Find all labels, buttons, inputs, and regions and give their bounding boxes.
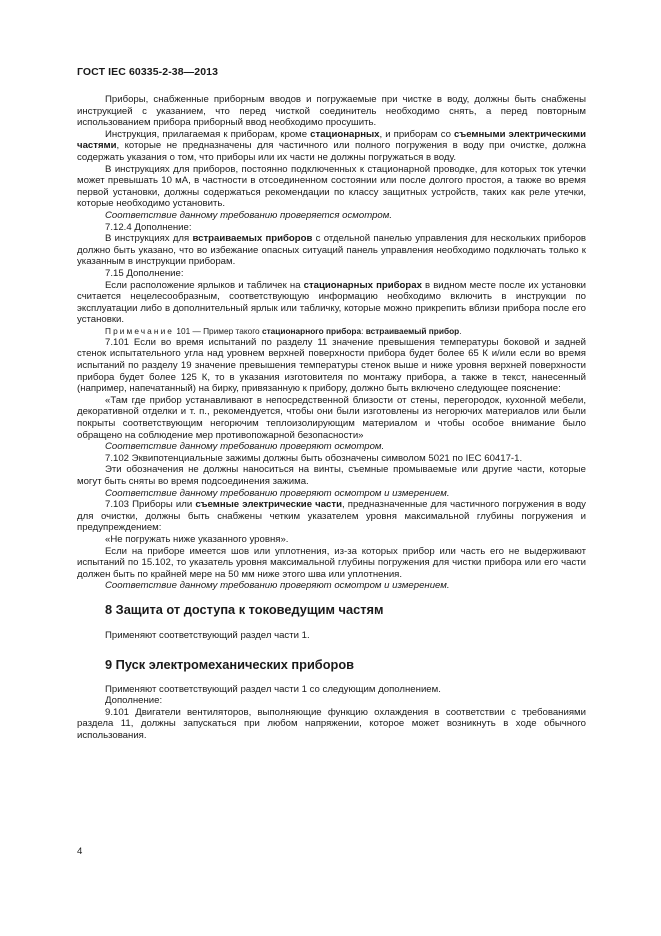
- clause-7-102: 7.102 Эквипотенциальные зажимы должны быть обозначены символом 5021 по IEC 60417-1.: [105, 452, 523, 464]
- document-header: ГОСТ IEC 60335-2-38—2013: [77, 66, 219, 78]
- paragraph-compliance-check: Соответствие данному требованию проверяют осмотром.: [105, 441, 385, 453]
- clause-7-12-4: 7.12.4 Дополнение:: [105, 221, 192, 233]
- paragraph-markings: Эти обозначения не должны наноситься на винты, съемные промываемые или другие части, которые могут быть сняты во время подсоединения зажима.: [77, 464, 586, 487]
- page-number: 4: [77, 846, 83, 857]
- paragraph-compliance-check: Соответствие данному требованию проверяется осмотром.: [105, 209, 392, 221]
- clause-7-101: 7.101 Если во время испытаний по разделу 11 значение превышения температуры боковой и задней стенок испытательного угла над уровнем верхней поверхности прибора будет более 65 К и/или если во время испытаний по разделу 19 значение превышения температуры стенок выше и ниже уровня верхней поверхности прибора будет более 125 К, то в указания изготовителя по монтажу прибора, а также в текст, нанесенный (например, напечатанный) на бирку, привязанную к прибору, должно быть включено следующее пояснение:: [77, 336, 586, 395]
- paragraph-labels-stationary: Если расположение ярлыков и табличек на стационарных приборах в видном месте после их установки считается нецелесообразным, соответствующую информацию необходимо включить в инструкции по эксплуатации либо в дополнительный ярлык или табличку, которые можно прикрепить вблизи прибора после его установки.: [77, 279, 586, 326]
- paragraph-section-9: Применяют соответствующий раздел части 1 со следующим дополнением.: [105, 683, 441, 695]
- paragraph-section-8: Применяют соответствующий раздел части 1.: [105, 629, 310, 641]
- paragraph-seam-seal: Если на приборе имеется шов или уплотнения, из-за которых прибор или часть его не выдерживают испытаний по 15.102, то указатель уровня максимальной глубины погружения для чистки прибора или его части должен быть по крайней мере на 50 мм ниже этого шва или уплотнения.: [77, 545, 586, 580]
- paragraph-compliance-check: Соответствие данному требованию проверяют осмотром и измерением.: [105, 580, 450, 592]
- paragraph-quote-immersion: «Не погружать ниже указанного уровня».: [105, 533, 289, 545]
- section-heading-9: 9 Пуск электромеханических приборов: [105, 656, 355, 672]
- paragraph-instructions-immersion: Инструкция, прилагаемая к приборам, кроме стационарных, и приборам со съемными электрическими частями, которые не предназначены для частичного или полного погружения в воду при очистке, должна содержать указания о том, что приборы или их части не должны погружаться в воду.: [77, 128, 586, 163]
- paragraph-quote-warning: «Там где прибор устанавливают в непосредственной близости от стены, перегородок, кухонной мебели, декоративной отделки и т. п., рекомендуется, чтобы они были изготовлены из негорючих материалов или были покрыты соответствующим негорючим теплоизолирующим материалом и чтобы особое внимание было обращено на соблюдение мер противопожарной безопасности»: [77, 394, 586, 441]
- paragraph-compliance-check: Соответствие данному требованию проверяют осмотром и измерением.: [105, 487, 450, 499]
- document-body: [77, 94, 586, 742]
- clause-7-15: 7.15 Дополнение:: [105, 267, 184, 279]
- note-101: Примечание 101 — Пример такого стационарного прибора: встраиваемый прибор.: [105, 325, 462, 336]
- paragraph-addition: Дополнение:: [105, 695, 163, 707]
- clause-7-103: 7.103 Приборы или съемные электрические части, предназначенные для частичного погружения в воду для очистки, должны быть снабжены четким указателем уровня максимальной глубины погружения и предупреждением:: [77, 499, 586, 534]
- paragraph-leakage-current: В инструкциях для приборов, постоянно подключенных к стационарной проводке, для которых ток утечки может превышать 10 мА, в частности в отсоединенном состоянии или после долгого простоя, а также во время первой установки, должны содержаться рекомендации по классу защитных устройств, таких как реле утечки, которые необходимо установить.: [77, 163, 586, 210]
- paragraph-built-in-appliances: В инструкциях для встраиваемых приборов с отдельной панелью управления для нескольких приборов должно быть указано, что во избежание опасных ситуаций панель управления необходимо подключать только к указанным в инструкции приборам.: [77, 233, 587, 268]
- paragraph-appliance-inlet: Приборы, снабженные приборным вводов и погружаемые при чистке в воду, должны быть снабжены инструкцией с указанием, что перед чисткой соединитель необходимо снять, а перед повторным использованием прибора приборный ввод необходимо просушить.: [77, 94, 586, 129]
- section-heading-8: 8 Защита от доступа к токоведущим частям: [105, 601, 384, 617]
- clause-9-101: 9.101 Двигатели вентиляторов, выполняющие функцию охлаждения в соответствии с требованиями раздела 11, должны запускаться при любом напряжении, которое может возникнуть в ходе обычного использования.: [77, 706, 586, 741]
